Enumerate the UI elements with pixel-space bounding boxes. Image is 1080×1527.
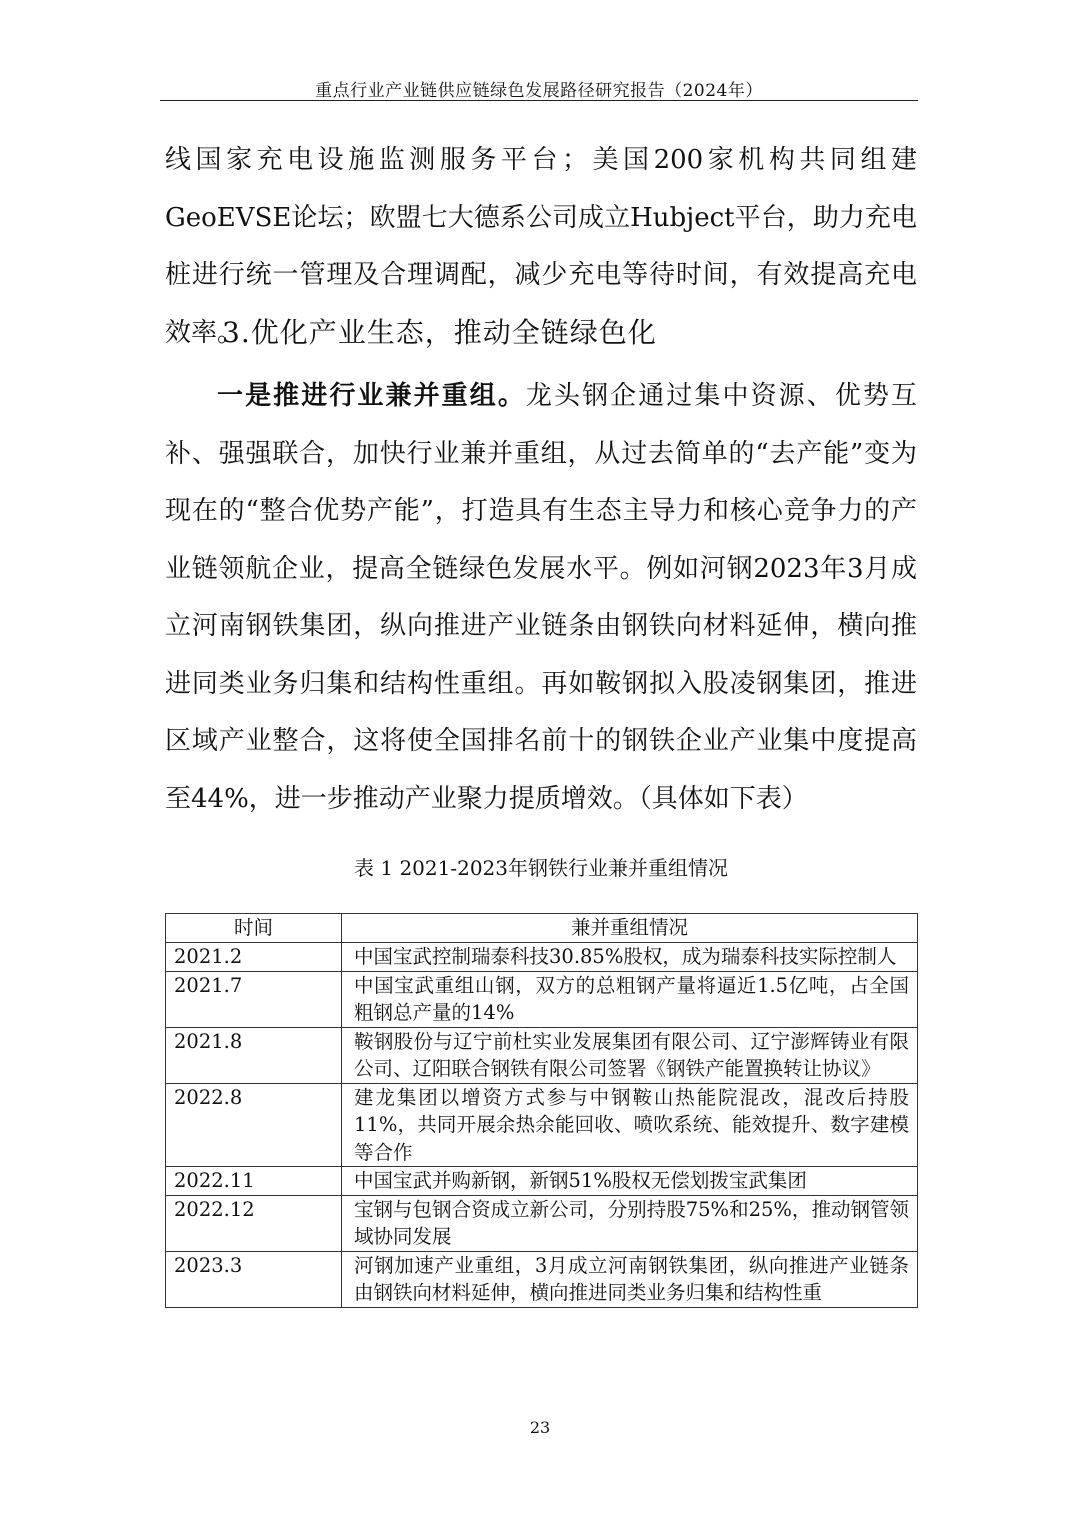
paragraph-lead-phrase: 一是推进行业兼并重组。 (217, 381, 526, 411)
header-divider (160, 100, 918, 101)
row-time: 2022.12 (166, 1195, 342, 1251)
row-time: 2021.7 (166, 971, 342, 1027)
paragraph-body-text: 龙头钢企通过集中资源、优势互补、强强联合，加快行业兼并重组，从过去简单的“去产能”变为现在的“整合优势产能”，打造具有生态主导力和核心竞争力的产业链领航企业，提高全链绿色发展水平。例如河钢2023年3月成立河南钢铁集团，纵向推进产业链条由钢铁向材料延伸，横向推进同类业务归集和结构性重组。再如鞍钢拟入股凌钢集团，推进区域产业整合，这将使全国排名前十的钢铁企业产业集中度提高至44%，进一步推动产业聚力提质增效。（具体如下表） (165, 381, 917, 814)
section-heading: 3.优化产业生态，推动全链绿色化 (222, 316, 657, 349)
table-row (166, 1027, 918, 1083)
body-paragraph-1: 线国家充电设施监测服务平台；美国200家机构共同组建GeoEVSE论坛；欧盟七大德系公司成立Hubject平台，助力充电桩进行统一管理及合理调配，减少充电等待时间，有效提高充电效率。 (165, 145, 917, 348)
table-caption: 表 1 2021-2023年钢铁行业兼并重组情况 (354, 856, 728, 880)
row-time: 2022.11 (166, 1167, 342, 1196)
page-number: 23 (529, 1418, 551, 1437)
running-header-title: 重点行业产业链供应链绿色发展路径研究报告（2024年） (315, 81, 763, 101)
row-description: 中国宝武重组山钢，双方的总粗钢产量将逼近1.5亿吨，占全国粗钢总产量的14% (342, 971, 918, 1027)
row-time: 2022.8 (166, 1083, 342, 1167)
row-time: 2023.3 (166, 1251, 342, 1307)
row-description: 中国宝武控制瑞泰科技30.85%股权，成为瑞泰科技实际控制人 (342, 943, 918, 972)
column-header-description: 兼并重组情况 (342, 914, 918, 943)
row-description: 鞍钢股份与辽宁前杜实业发展集团有限公司、辽宁澎辉铸业有限公司、辽阳联合钢铁有限公司签署《钢铁产能置换转让协议》 (342, 1027, 918, 1083)
row-description: 中国宝武并购新钢，新钢51%股权无偿划拨宝武集团 (342, 1167, 918, 1196)
row-description: 建龙集团以增资方式参与中钢鞍山热能院混改，混改后持股11%，共同开展余热余能回收、喷吹系统、能效提升、数字建模等合作 (342, 1083, 918, 1167)
table-row (166, 1251, 918, 1307)
table-row (166, 1167, 918, 1196)
row-description: 河钢加速产业重组，3月成立河南钢铁集团，纵向推进产业链条由钢铁向材料延伸，横向推进同类业务归集和结构性重 (342, 1251, 918, 1307)
table-row (166, 1083, 918, 1167)
row-time: 2021.2 (166, 943, 342, 972)
body-paragraph-2 (165, 368, 917, 828)
table-row (166, 943, 918, 972)
column-header-time: 时间 (166, 914, 342, 943)
row-description: 宝钢与包钢合资成立新公司，分别持股75%和25%，推动钢管领域协同发展 (342, 1195, 918, 1251)
table-row (166, 1195, 918, 1251)
table-header-row (166, 914, 918, 943)
table-row (166, 971, 918, 1027)
merger-table (165, 913, 918, 1308)
row-time: 2021.8 (166, 1027, 342, 1083)
